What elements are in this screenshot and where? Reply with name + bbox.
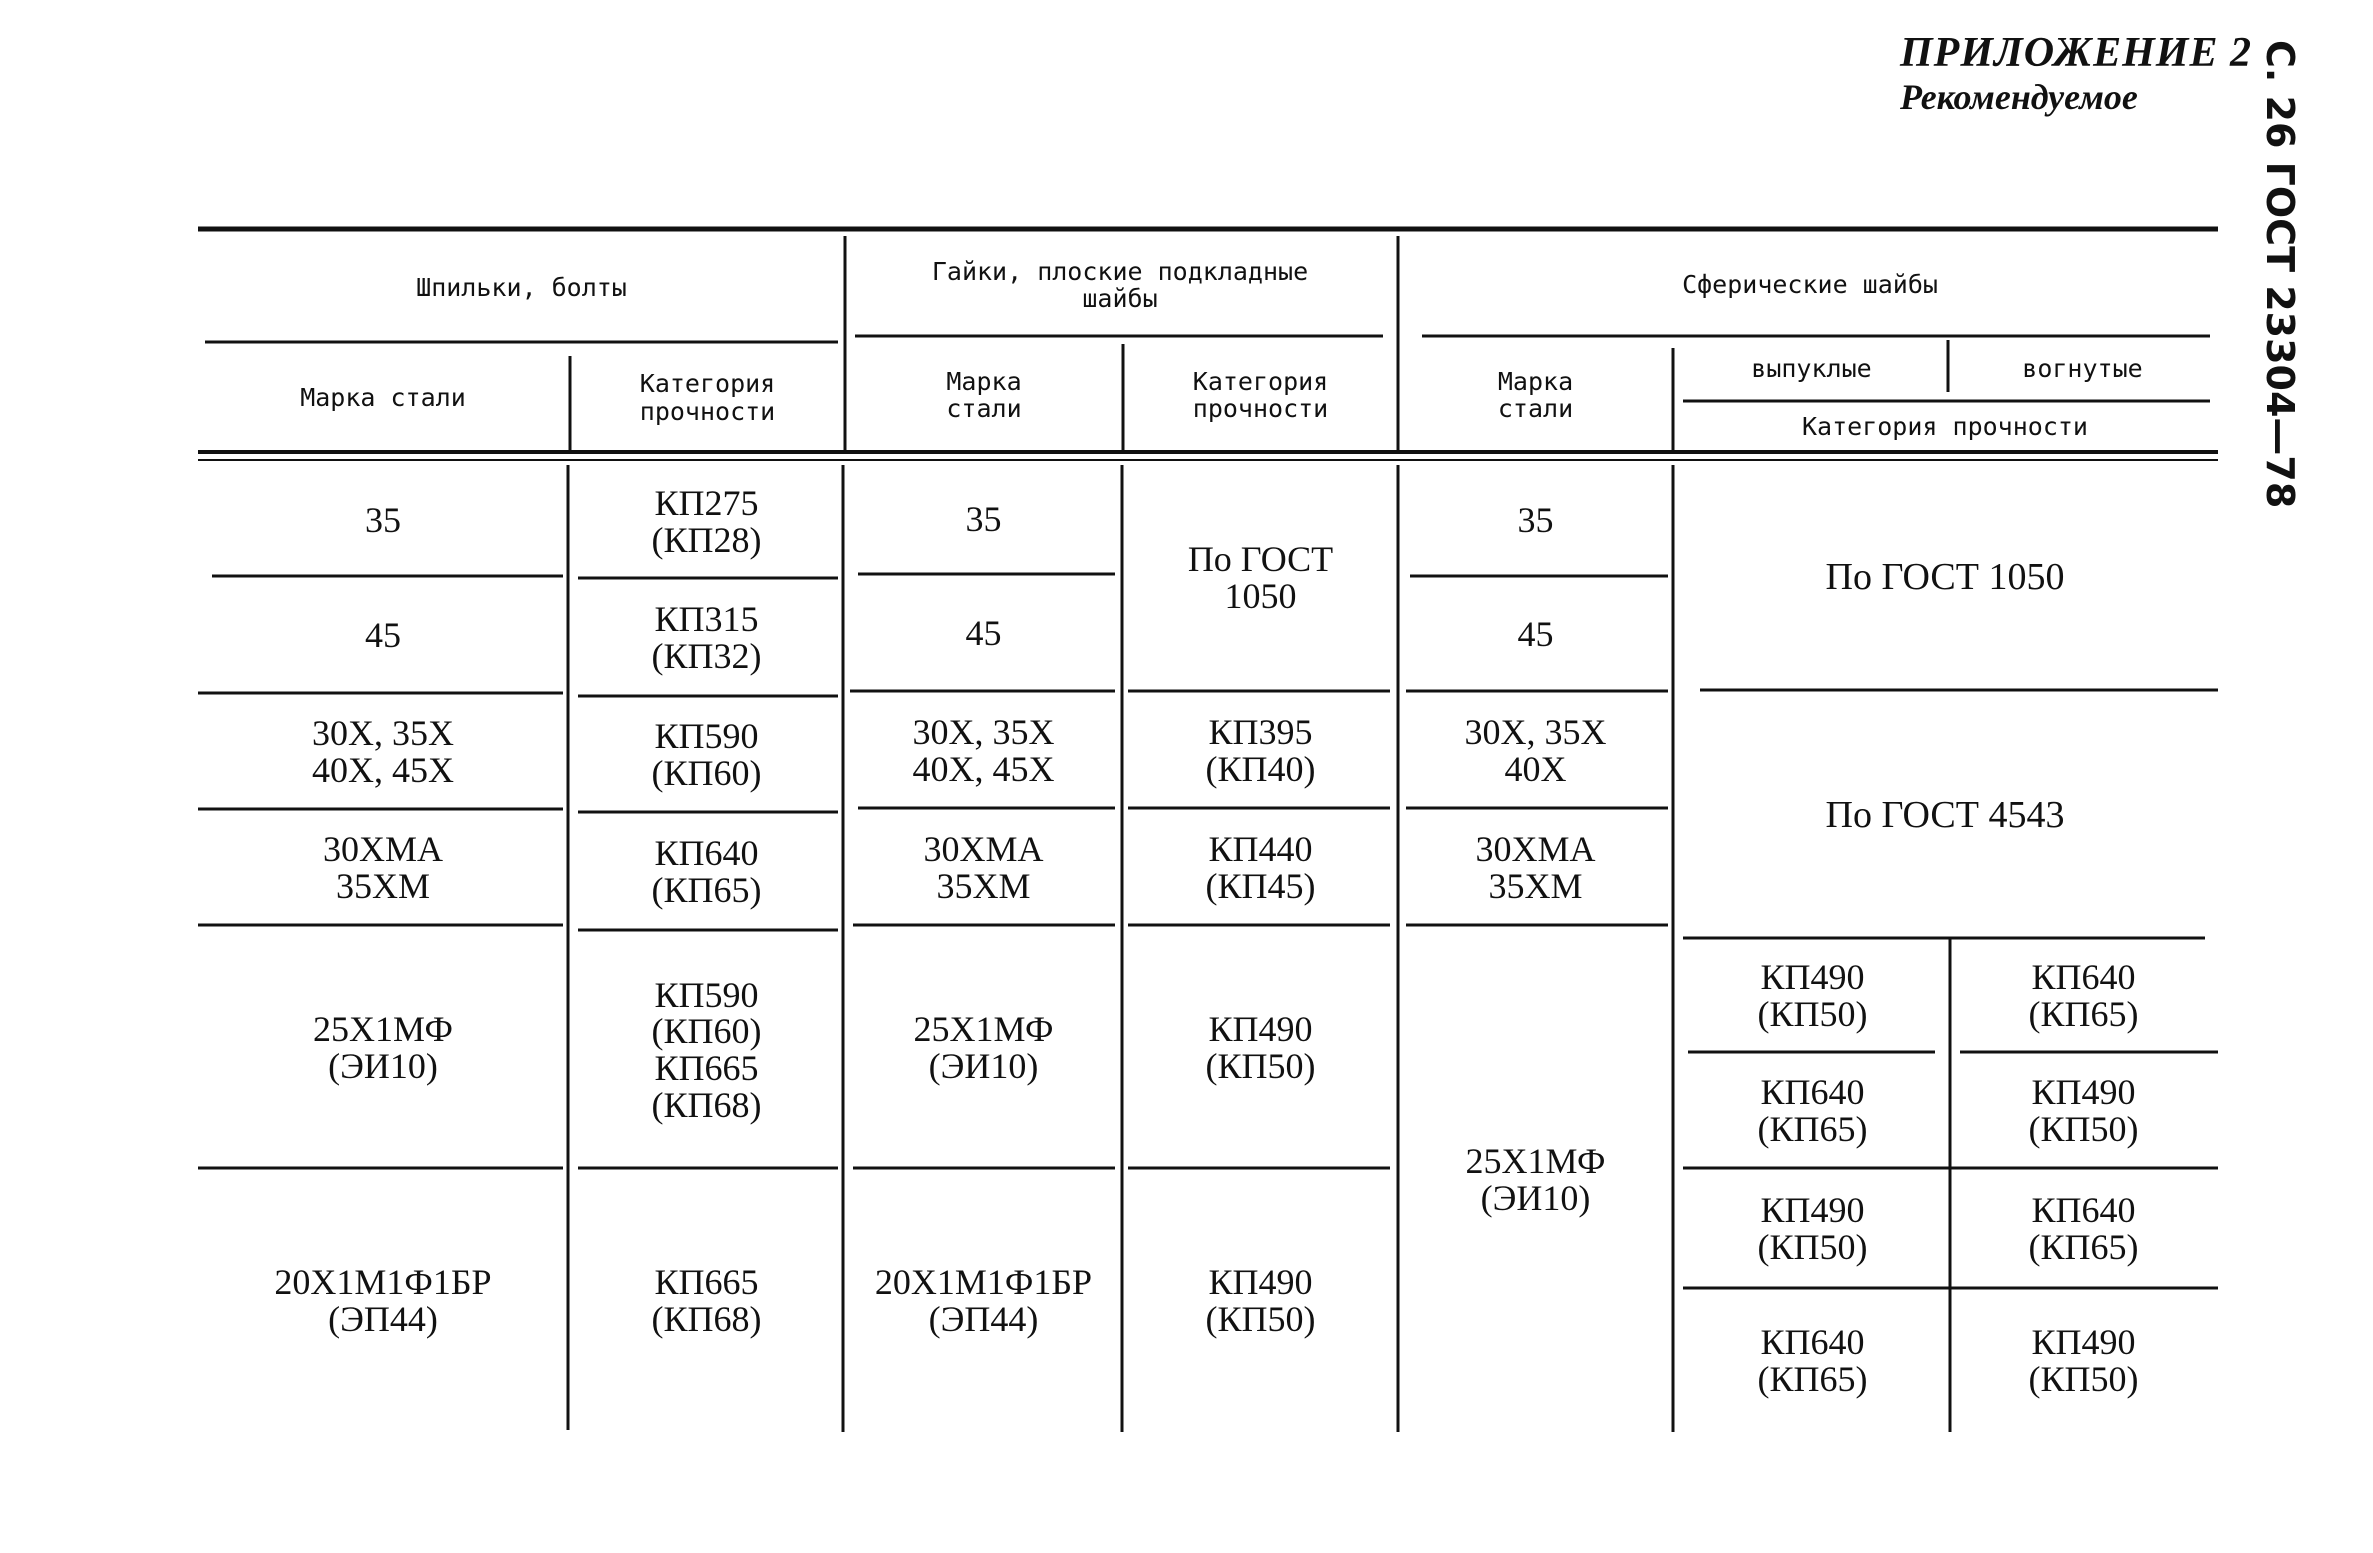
header-convex: выпуклые xyxy=(1751,354,1872,384)
spherical-grade-cell: 45 xyxy=(1517,614,1554,655)
studs-category-cell: КП275 (КП28) xyxy=(651,482,762,560)
studs-grade-cell: 45 xyxy=(365,615,401,656)
spherical-gost-1050: По ГОСТ 1050 xyxy=(1825,556,2065,599)
studs-category-cell: КП590 (КП60) xyxy=(651,716,762,793)
studs-category-cell: КП640 (КП65) xyxy=(651,833,762,910)
nuts-category-cell: По ГОСТ 1050 xyxy=(1187,539,1334,616)
nuts-category-cell: КП395 (КП40) xyxy=(1205,711,1316,789)
header-steel-grade-studs: Марка стали xyxy=(300,382,466,412)
header-steel-grade-spherical: Марка стали xyxy=(1497,366,1574,423)
header-strength-category-studs: Категория прочности xyxy=(639,369,776,426)
studs-category-cell: КП590 (КП60) КП665 (КП68) xyxy=(651,974,762,1125)
header-nuts-washers: Гайки, плоские подкладные шайбы xyxy=(931,256,1309,313)
studs-category-cell: КП665 (КП68) xyxy=(651,1262,762,1339)
appendix-title: ПРИЛОЖЕНИЕ 2 xyxy=(1900,30,2252,76)
nuts-category-cell: КП490 (КП50) xyxy=(1205,1262,1316,1339)
nuts-category-cell: КП440 (КП45) xyxy=(1205,828,1316,906)
appendix-subtitle: Рекомендуемое xyxy=(1900,77,2138,118)
studs-category-cell: КП315 (КП32) xyxy=(651,599,762,676)
spherical-grade-cell: 30ХМА 35ХМ xyxy=(1475,828,1596,906)
nuts-grade-cell: 45 xyxy=(965,613,1002,654)
nuts-grade-cell: 30ХМА 35ХМ xyxy=(923,828,1044,906)
nuts-category-cell: КП490 (КП50) xyxy=(1205,1008,1316,1086)
header-strength-category-spherical: Категория прочности xyxy=(1802,412,2088,442)
spherical-gost-4543: По ГОСТ 4543 xyxy=(1825,793,2065,836)
header-studs-bolts: Шпильки, болты xyxy=(416,273,627,303)
header-concave: вогнутые xyxy=(2022,354,2143,384)
spherical-concave-cell: КП640 (КП65) xyxy=(2028,1190,2139,1267)
spherical-convex-cell: КП640 (КП65) xyxy=(1757,1322,1868,1399)
header-strength-category-nuts: Категория прочности xyxy=(1192,366,1329,423)
spherical-grade-cell: 30Х, 35Х 40Х xyxy=(1464,711,1607,789)
spherical-concave-cell: КП490 (КП50) xyxy=(2028,1072,2139,1149)
spherical-concave-cell: КП490 (КП50) xyxy=(2028,1322,2139,1399)
studs-grade-cell: 30ХМА 35ХМ xyxy=(322,829,443,906)
spherical-grade-cell: 25Х1МФ (ЭИ10) xyxy=(1465,1140,1606,1218)
spherical-convex-cell: КП490 (КП50) xyxy=(1757,957,1868,1034)
studs-grade-cell: 25Х1МФ (ЭИ10) xyxy=(313,1008,453,1086)
spherical-concave-cell: КП640 (КП65) xyxy=(2028,957,2139,1034)
studs-grade-cell: 35 xyxy=(365,500,401,541)
spherical-convex-cell: КП490 (КП50) xyxy=(1757,1190,1868,1267)
page-reference-text: С. 26 ГОСТ 23304—78 xyxy=(2258,40,2302,509)
nuts-grade-cell: 25Х1МФ (ЭИ10) xyxy=(913,1008,1054,1086)
studs-grade-cell: 20Х1М1Ф1БР (ЭП44) xyxy=(274,1262,492,1339)
header-spherical-washers: Сферические шайбы xyxy=(1682,270,1938,300)
spherical-convex-cell: КП640 (КП65) xyxy=(1757,1072,1868,1149)
nuts-grade-cell: 35 xyxy=(965,499,1002,540)
nuts-grade-cell: 30Х, 35Х 40Х, 45Х xyxy=(912,711,1055,789)
nuts-grade-cell: 20Х1М1Ф1БР (ЭП44) xyxy=(874,1262,1093,1339)
studs-grade-cell: 30Х, 35Х 40Х, 45Х xyxy=(312,713,454,790)
spherical-grade-cell: 35 xyxy=(1517,500,1554,541)
header-steel-grade-nuts: Марка стали xyxy=(946,366,1022,423)
